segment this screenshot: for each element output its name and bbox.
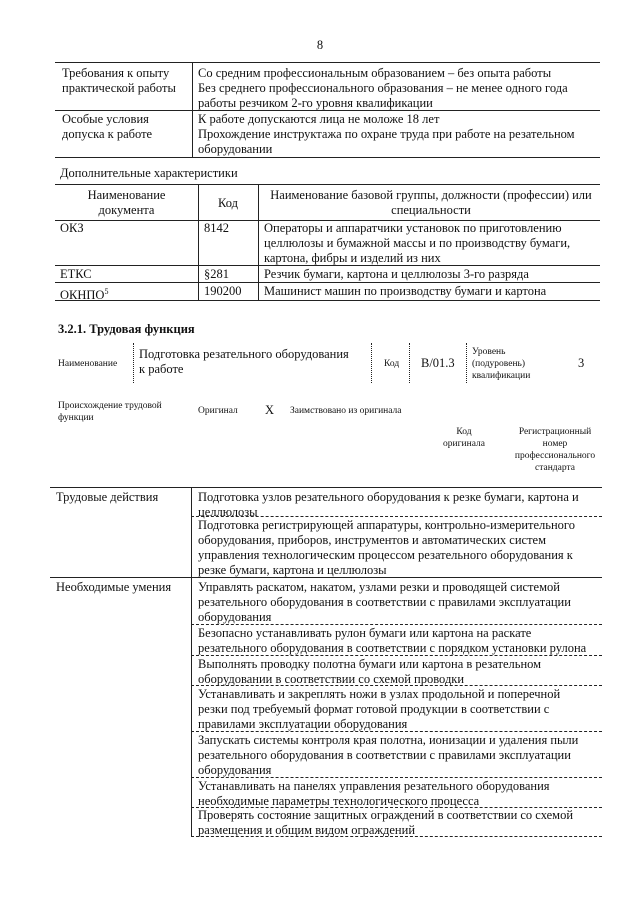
row2-doc: ЕТКС xyxy=(60,267,92,281)
name-box-left xyxy=(133,343,134,383)
code-box-right xyxy=(466,343,467,383)
action-item: Подготовка узлов резательного оборудования к резке бумаги, картона и целлюлозы xyxy=(198,490,579,519)
row3-name: Машинист машин по производству бумаги и картона xyxy=(264,284,547,298)
row2-name: Резчик бумаги, картона и целлюлозы 3-го разряда xyxy=(264,267,529,281)
action-item: Подготовка регистрирующей аппаратуры, контрольно-измерительного оборудования, приборов, инструментов и автоматических систем управления технологическим процессом резательного оборудования к резке бумаги, картона и целлюлозы xyxy=(198,518,575,577)
row2-code: §281 xyxy=(204,267,229,281)
level-label: Уровень (подуровень) квалификации xyxy=(472,347,531,381)
level-value: 3 xyxy=(578,356,585,370)
add-top-rule xyxy=(55,184,600,185)
original-label: Оригинал xyxy=(198,406,238,416)
reg-number-label: Регистрационный номер профессионального стандарта xyxy=(514,427,596,473)
skill-item: Устанавливать и закреплять ножи в узлах продольной и поперечной резки под требуемый формат готовой продукции в соответствии с правилами эксплуатации оборудования xyxy=(198,687,561,731)
add-bottom-rule xyxy=(55,300,600,301)
experience-values: Со средним профессиональным образованием – без опыта работы Без среднего профессионального образования – не менее одного года работы резчиком 2-го уровня квалификации xyxy=(198,66,568,110)
act-top-rule xyxy=(50,487,602,488)
page-number: 8 xyxy=(316,38,324,52)
col-name-header: Наименование базовой группы, должности (профессии) или специальности xyxy=(270,188,592,217)
function-name-value: Подготовка резательного оборудования к работе xyxy=(139,347,349,376)
code-value: B/01.3 xyxy=(421,356,455,370)
row3-doc: ОКНПО$^5$ xyxy=(60,287,109,303)
skill-item: Запускать системы контроля края полотна, ионизации и удаления пыли резательного оборудования в соответствии с правилами эксплуатации оборудования xyxy=(198,733,579,777)
original-mark: X xyxy=(265,403,275,417)
col-code-header: Код xyxy=(218,196,238,210)
conditions-values: К работе допускаются лица не моложе 18 лет Прохождение инструктажа по охране труда при работе на резательном оборудовании xyxy=(198,112,575,156)
skill-item: Управлять раскатом, накатом, узлами резки и проводящей системой резательного оборудования в соответствии с правилами эксплуатации оборудования xyxy=(198,580,571,624)
row1-doc: ОКЗ xyxy=(60,221,84,235)
row3-code: 190200 xyxy=(204,284,242,298)
code-box-left xyxy=(409,343,410,383)
skills-label: Необходимые умения xyxy=(56,580,172,594)
code-label: Код xyxy=(384,359,400,369)
additional-title: Дополнительные характеристики xyxy=(60,166,238,180)
req-top-rule xyxy=(55,62,600,63)
skill-item: Безопасно устанавливать рулон бумаги или картона на раскате резательного оборудования в соответствии с порядком установки рулона xyxy=(198,626,587,655)
req-bottom-rule xyxy=(55,157,600,158)
skill-item: Выполнять проводку полотна бумаги или картона в резательном оборудовании в соответствии со схемой проводки xyxy=(198,657,542,686)
footnote-mark: 5 xyxy=(104,287,109,296)
name-label: Наименование xyxy=(58,359,118,369)
borrowed-label: Заимствовано из оригинала xyxy=(290,406,402,416)
actions-label: Трудовые действия xyxy=(56,490,159,504)
conditions-label: Особые условия допуска к работе xyxy=(62,112,153,141)
skill-item: Проверять состояние защитных ограждений в соответствии со схемой размещения и общим видом ограждений xyxy=(198,808,574,837)
origin-label: Происхождение трудовой функции xyxy=(58,401,162,423)
skill-item: Устанавливать на панелях управления резательного оборудования необходимые параметры технологического процесса xyxy=(198,779,550,808)
name-box-right xyxy=(371,343,372,383)
add-row2-rule xyxy=(55,282,600,283)
row1-name: Операторы и аппаратчики установок по приготовлению целлюлозы и бумажной массы и по производству бумаги, картона, фибры и изделий из них xyxy=(264,221,571,265)
row1-code: 8142 xyxy=(204,221,229,235)
act-col-divider xyxy=(191,487,192,837)
col-doc-header: Наименование документа xyxy=(87,188,166,217)
experience-label: Требования к опыту практической работы xyxy=(62,66,176,95)
function-heading: 3.2.1. Трудовая функция xyxy=(58,322,195,336)
orig-code-label: Код оригинала xyxy=(443,427,485,449)
